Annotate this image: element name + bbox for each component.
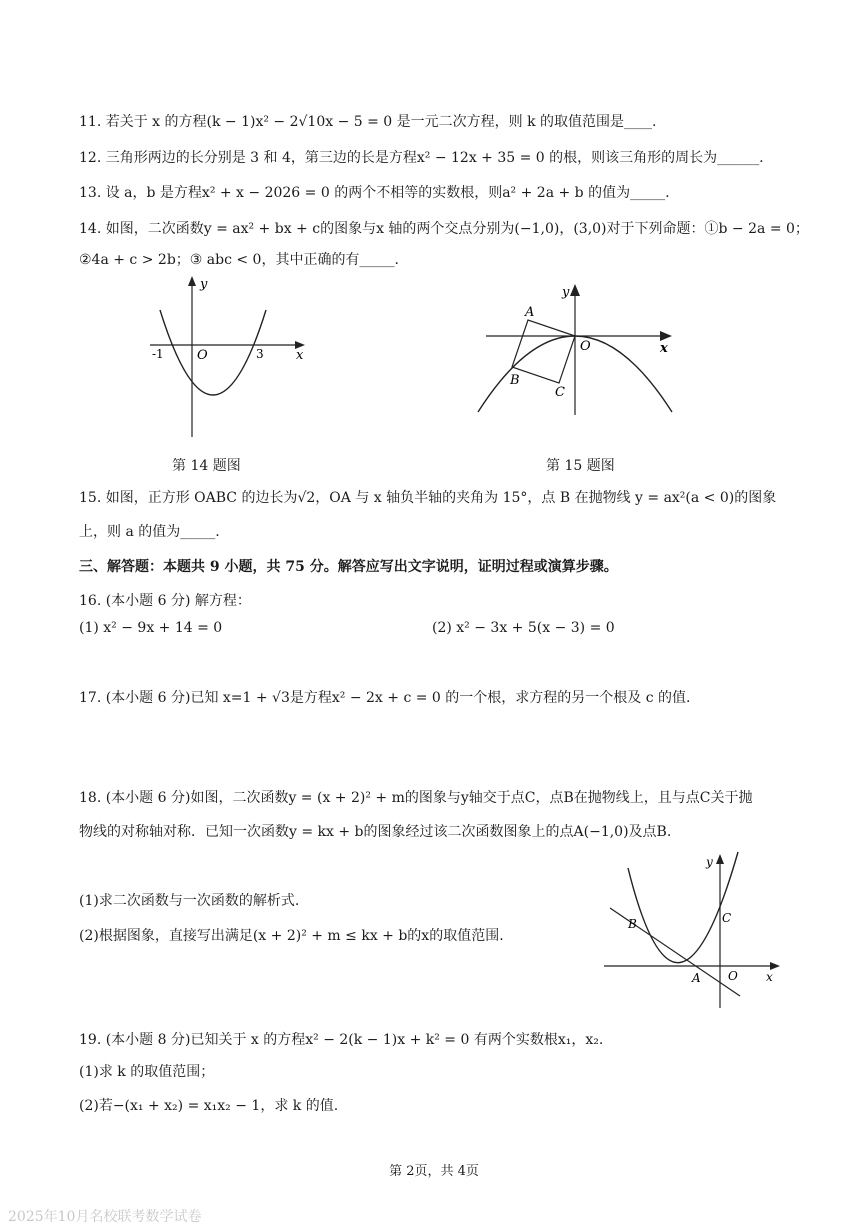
point-b-label: B — [510, 373, 520, 388]
question-11: 11. 若关于 x 的方程(k − 1)x² − 2√10x − 5 = 0 是一元二次方程，则 k 的取值范围是____. — [79, 114, 657, 130]
origin-label: O — [728, 969, 738, 983]
x-label: x — [660, 341, 668, 356]
point-a-label: A — [525, 305, 535, 320]
y-label: y — [562, 285, 570, 300]
figure-14-caption: 第 14 题图 — [172, 458, 241, 474]
question-19-part-2: (2)若−(x₁ + x₂) = x₁x₂ − 1，求 k 的值. — [79, 1098, 339, 1114]
question-16-part-2: (2) x² − 3x + 5(x − 3) = 0 — [432, 620, 615, 636]
parabola-curve — [628, 852, 738, 963]
question-19-line-1: 19. (本小题 8 分)已知关于 x 的方程x² − 2(k − 1)x + k² = 0 有两个实数根x₁，x₂. — [79, 1032, 604, 1048]
question-15-line-2: 上，则 a 的值为_____. — [79, 524, 220, 540]
question-13: 13. 设 a，b 是方程x² + x − 2026 = 0 的两个不相等的实数根，则a² + 2a + b 的值为_____. — [79, 185, 670, 201]
figure-14 — [140, 272, 320, 442]
question-12: 12. 三角形两边的长分别是 3 和 4，第三边的长是方程x² − 12x + 35 = 0 的根，则该三角形的周长为______. — [79, 150, 764, 166]
page-footer: 第 2页，共 4页 — [389, 1164, 479, 1179]
y-label: y — [706, 855, 713, 869]
y-label: y — [200, 277, 208, 292]
y-axis-arrow — [570, 284, 580, 296]
square-oabc — [512, 320, 575, 383]
figure-15 — [470, 280, 685, 420]
question-19-part-1: (1)求 k 的取值范围； — [79, 1064, 215, 1080]
question-18-line-1: 18. (本小题 6 分)如图，二次函数y = (x + 2)² + m的图象与y轴交于点C，点B在抛物线上，且与点C关于抛 — [79, 790, 753, 806]
figure-15-caption: 第 15 题图 — [546, 458, 615, 474]
question-17: 17. (本小题 6 分)已知 x=1 + √3是方程x² − 2x + c = 0 的一个根，求方程的另一个根及 c 的值. — [79, 690, 691, 706]
origin-label: O — [580, 339, 591, 354]
parabola-curve — [160, 310, 266, 395]
figure-18 — [600, 848, 790, 1013]
point-a-label: A — [692, 971, 701, 985]
x-axis-arrow — [770, 962, 780, 970]
question-14-line-2: ②4a + c > 2b；③ abc < 0，其中正确的有_____. — [79, 252, 399, 268]
root-3-label: 3 — [256, 347, 264, 361]
section-3-title: 三、解答题：本题共 9 小题，共 75 分。解答应写出文字说明，证明过程或演算步骤。 — [79, 559, 618, 575]
x-axis-arrow — [660, 331, 672, 341]
y-axis-arrow — [716, 854, 724, 864]
point-b-label: B — [628, 917, 637, 931]
root-neg1-label: -1 — [152, 347, 164, 361]
question-14-line-1: 14. 如图，二次函数y = ax² + bx + c的图象与x 轴的两个交点分别为(−1,0)，(3,0)对于下列命题：①b − 2a = 0； — [79, 221, 809, 237]
question-18-part-2: (2)根据图象，直接写出满足(x + 2)² + m ≤ kx + b的x的取值范围. — [79, 928, 504, 944]
origin-label: O — [197, 348, 208, 363]
question-18-line-2: 物线的对称轴对称．已知一次函数y = kx + b的图象经过该二次函数图象上的点A(−1,0)及点B. — [79, 824, 672, 840]
question-16-part-1: (1) x² − 9x + 14 = 0 — [79, 620, 223, 636]
x-label: x — [766, 970, 773, 984]
question-18-part-1: (1)求二次函数与一次函数的解析式. — [79, 893, 300, 909]
x-label: x — [296, 348, 304, 363]
y-axis-arrow — [188, 276, 196, 286]
point-c-label: C — [555, 385, 565, 400]
question-16-title: 16. (本小题 6 分) 解方程： — [79, 593, 251, 609]
watermark: 2025年10月名校联考数学试卷 — [8, 1209, 202, 1225]
question-15-line-1: 15. 如图，正方形 OABC 的边长为√2，OA 与 x 轴负半轴的夹角为 15°，点 B 在抛物线 y = ax²(a < 0)的图象 — [79, 490, 777, 506]
point-c-label: C — [722, 911, 732, 925]
